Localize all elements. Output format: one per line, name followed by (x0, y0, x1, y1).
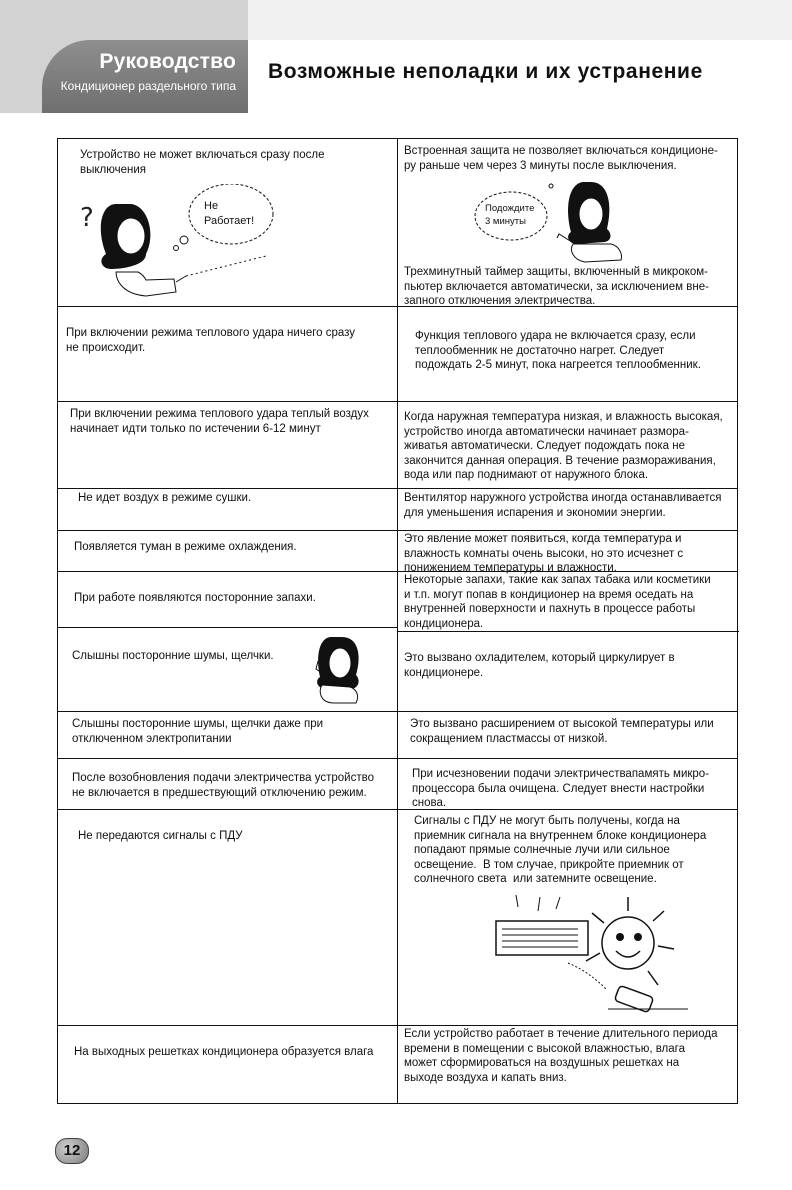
bubble-text-left-2: Работает! (204, 215, 255, 227)
sun-remote-illustration (488, 891, 688, 1016)
problem-cell: При включении режима теплового удара ничего сразу не происходит. (66, 327, 356, 354)
problem-cell: После возобновления подачи электричества устройство не включается в предшествующий отключению режим. (72, 772, 375, 799)
bubble-text-right-2: 3 минуты (485, 216, 526, 227)
problem-cell: На выходных решетках кондиционера образуется влага (74, 1046, 374, 1058)
solution-cell: Функция теплового удара не включается сразу, если теплообменник не достаточно нагрет. Следует подождать 2-5 минут, пока нагреется теплообменник. (415, 330, 701, 371)
solution-cell: При исчезновении подачи электричествапамять микро- процессора была очищена. Следует внести настройки снова. (412, 768, 710, 809)
manual-badge (42, 40, 248, 113)
row-divider (58, 711, 737, 712)
problem-cell: При работе появляются посторонние запахи. (74, 592, 316, 604)
svg-text:?: ? (80, 203, 94, 233)
solution-cell: Если устройство работает в течение длительного периода времени в помещении с высокой влажностью, влага может сформироваться на воздушных решетках на выходе воздуха и капать вниз. (404, 1028, 718, 1084)
page-number: 12 (55, 1138, 89, 1164)
problem-cell: Не идет воздух в режиме сушки. (78, 492, 252, 504)
row-divider-gap-left (58, 627, 305, 628)
problem-cell: Слышны посторонние шумы, щелчки. (72, 650, 274, 662)
solution-cell: Встроенная защита не позволяет включаться кондиционе- ру раньше чем через 3 минуты после выключения. (404, 145, 718, 172)
solution-cell: Сигналы с ПДУ не могут быть получены, когда на приемник сигнала на внутреннем блоке кондиционера попадают прямые солнечные лучи или сильное освещение. В том случае, прикройте приемник от солнечного света или затемните освещение. (414, 815, 707, 885)
row-divider (397, 631, 739, 632)
bubble-text-right-1: Подождите (485, 203, 535, 214)
solution-cell: Это явление может появиться, когда температура и влажность комнаты очень высоки, но это исчезнет с понижением температуры и влажности. (404, 533, 684, 574)
column-divider (397, 139, 398, 1103)
solution-cell: Это вызвано охладителем, который циркулирует в кондиционере. (404, 652, 675, 679)
girl-hearing-noise-illustration (312, 633, 368, 705)
solution-cell: Это вызвано расширением от высокой температуры или сокращением пластмассы от низкой. (410, 718, 714, 745)
problem-cell: Не передаются сигналы с ПДУ (78, 830, 243, 842)
row-divider (58, 530, 737, 531)
problem-cell: При включении режима теплового удара теплый воздух начинает идти только по истечении 6-12 минут (70, 408, 369, 435)
troubleshooting-table (57, 138, 738, 1104)
bubble-text-left-1: Не (204, 200, 219, 212)
waiting-girl-illustration (473, 174, 643, 264)
page-title: Возможные неполадки и их устранение (268, 60, 703, 83)
solution-cell-extra: Трехминутный таймер защиты, включенный в микроком- пьютер включается автоматически, за исключением вне- запного отключения электричества. (404, 266, 709, 307)
confused-girl-illustration (76, 184, 286, 302)
row-divider (58, 401, 737, 402)
row-divider (58, 1025, 737, 1026)
manual-subtitle: Кондиционер раздельного типа (60, 79, 236, 93)
solution-cell: Вентилятор наружного устройства иногда останавливается для уменьшения испарения и экономии энергии. (404, 492, 722, 519)
problem-cell: Устройство не может включаться сразу после выключения (80, 149, 325, 176)
problem-cell: Появляется туман в режиме охлаждения. (74, 541, 297, 553)
solution-cell: Некоторые запахи, такие как запах табака или косметики и т.п. могут попав в кондиционер на время оседать на внутренней поверхности и пахнуть в процессе работы кондиционера. (404, 574, 711, 630)
solution-cell: Когда наружная температура низкая, и влажность высокая, устройство иногда автоматически начинает разморa- живатья автоматически. Следует подождать пока не закончится данная операция. В течение размораживания, вода или пар поднимают от наружного блока. (404, 411, 723, 481)
manual-title: Руководство (99, 50, 236, 73)
problem-cell: Слышны посторонние шумы, щелчки даже при отключенном электропитании (72, 718, 324, 745)
row-divider (58, 758, 737, 759)
row-divider (58, 488, 737, 489)
